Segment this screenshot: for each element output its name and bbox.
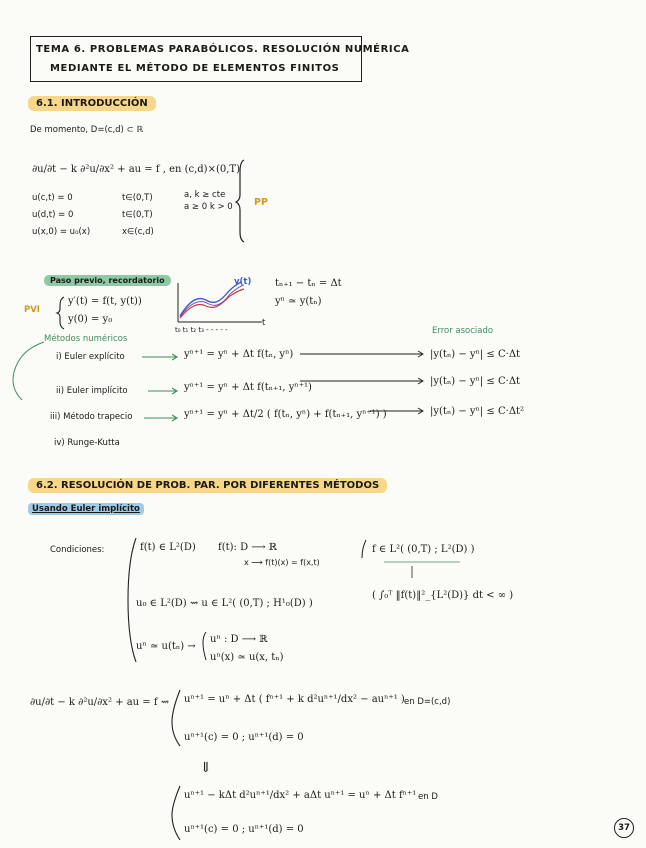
- constants-note-1: a, k ≥ cte: [184, 190, 226, 200]
- system-brace-1: [172, 690, 180, 746]
- condition-un-value: uⁿ(x) ≃ u(x, tₙ): [210, 652, 284, 663]
- subsection-euler-implicit: Usando Euler implícito: [28, 503, 144, 515]
- approximation: yⁿ ≃ y(tₙ): [275, 296, 322, 307]
- pvi-brace: [57, 297, 64, 329]
- method-runge-kutta: iv) Runge-Kutta: [54, 438, 120, 448]
- condition-un-approx: uⁿ ≃ u(tₙ) →: [136, 641, 196, 652]
- discrete-boundary-1: uⁿ⁺¹(c) = 0 ; uⁿ⁺¹(d) = 0: [184, 732, 304, 743]
- f-space-brace: [362, 540, 366, 558]
- pde-equation: ∂u/∂t − k ∂²u/∂x² + au = f , en (c,d)×(0,T): [32, 164, 240, 175]
- error-label: Error asociado: [432, 326, 494, 336]
- error-trapezoid: |y(tₙ) − yⁿ| ≤ C·Δt²: [430, 406, 525, 417]
- method-trapezoid: iii) Método trapecio: [50, 412, 133, 422]
- initial-condition: u(x,0) = u₀(x): [32, 227, 91, 237]
- un-brace: [203, 632, 206, 660]
- boundary-condition-d-time: t∈(0,T): [122, 210, 153, 220]
- formula-trapezoid: yⁿ⁺¹ = yⁿ + Δt/2 ( f(tₙ, yⁿ) + f(tₙ₊₁, yⁿ⁺¹) ): [184, 409, 387, 420]
- discrete-boundary-2: uⁿ⁺¹(c) = 0 ; uⁿ⁺¹(d) = 0: [184, 824, 304, 835]
- axis-ticks: t₀ t₁ t₂ t₃ - - - - -: [175, 326, 228, 334]
- methods-bracket: [13, 342, 44, 400]
- constants-note-2: a ≥ 0 k > 0: [184, 202, 233, 212]
- curve-label-yt: y(t): [234, 277, 252, 287]
- boundary-condition-c: u(c,t) = 0: [32, 193, 73, 203]
- error-arrows: [300, 351, 423, 414]
- condition-un-map: uⁿ : D ⟶ ℝ: [210, 634, 268, 645]
- methods-label: Métodos numéricos: [44, 334, 128, 344]
- system-brace-2: [172, 786, 180, 840]
- title-line-2: MEDIANTE EL MÉTODO DE ELEMENTOS FINITOS: [50, 63, 340, 74]
- condition-f-l2: f(t) ∈ L²(D): [140, 542, 196, 553]
- discrete-equation-2: uⁿ⁺¹ − kΔt d²uⁿ⁺¹/dx² + aΔt uⁿ⁺¹ = uⁿ + Δt fⁿ⁺¹: [184, 790, 417, 801]
- review-label: Paso previo, recordatorio: [44, 275, 171, 286]
- method-arrows-green: [142, 354, 177, 421]
- boundary-condition-d: u(d,t) = 0: [32, 210, 74, 220]
- method-euler-implicit: ii) Euler implícito: [56, 386, 128, 396]
- conditions-label: Condiciones:: [50, 545, 105, 555]
- curve-exact: [180, 282, 242, 316]
- pde-restated: ∂u/∂t − k ∂²u/∂x² + au = f ⇝: [30, 697, 170, 708]
- curve-approx-purple: [180, 285, 244, 317]
- formula-euler-explicit: yⁿ⁺¹ = yⁿ + Δt f(tₙ, yⁿ): [184, 349, 294, 360]
- method-euler-explicit: i) Euler explícito: [56, 352, 125, 362]
- pvi-equation-1: y′(t) = f(t, y(t)): [68, 296, 142, 307]
- discrete-equation-1-domain: en D=(c,d): [404, 697, 451, 707]
- section-6-1-heading: 6.1. INTRODUCCIÓN: [28, 96, 156, 111]
- conditions-brace: [128, 538, 136, 662]
- pp-label: PP: [254, 197, 268, 208]
- section-6-2-heading: 6.2. RESOLUCIÓN DE PROB. PAR. POR DIFERENTES MÉTODOS: [28, 478, 387, 493]
- implies-arrow: ⇓: [200, 760, 212, 776]
- condition-f-map: f(t): D ⟶ ℝ: [218, 542, 278, 553]
- error-euler-explicit: |y(tₙ) − yⁿ| ≤ C·Δt: [430, 349, 521, 360]
- initial-condition-space: x∈(c,d): [122, 227, 154, 237]
- condition-u0: u₀ ∈ L²(D) ⇝ u ∈ L²( (0,T) ; H¹₀(D) ): [136, 598, 313, 609]
- condition-f-integral: ( ∫₀ᵀ ‖f(t)‖²_{L²(D)} dt < ∞ ): [372, 590, 514, 601]
- condition-f-space-time: f ∈ L²( (0,T) ; L²(D) ): [372, 544, 475, 555]
- error-euler-implicit: |y(tₙ) − yⁿ| ≤ C·Δt: [430, 376, 521, 387]
- pp-brace: [236, 160, 244, 242]
- page-number: 37: [614, 818, 634, 838]
- domain-statement: De momento, D=(c,d) ⊂ ℝ: [30, 125, 144, 135]
- title-line-1: TEMA 6. PROBLEMAS PARABÓLICOS. RESOLUCIÓN NUMÉRICA: [36, 44, 410, 55]
- discrete-equation-2-domain: en D: [418, 792, 438, 802]
- pvi-label: PVI: [24, 305, 40, 315]
- boundary-condition-c-time: t∈(0,T): [122, 193, 153, 203]
- dt-definition: tₙ₊₁ − tₙ = Δt: [275, 278, 342, 289]
- discrete-equation-1: uⁿ⁺¹ = uⁿ + Δt ( fⁿ⁺¹ + k d²uⁿ⁺¹/dx² − auⁿ⁺¹ ): [184, 694, 405, 705]
- axis-t-label: t: [262, 318, 266, 328]
- formula-euler-implicit: yⁿ⁺¹ = yⁿ + Δt f(tₙ₊₁, yⁿ⁺¹): [184, 382, 312, 393]
- pvi-equation-2: y(0) = y₀: [68, 314, 113, 325]
- condition-f-map-x: x ⟶ f(t)(x) = f(x,t): [244, 558, 320, 567]
